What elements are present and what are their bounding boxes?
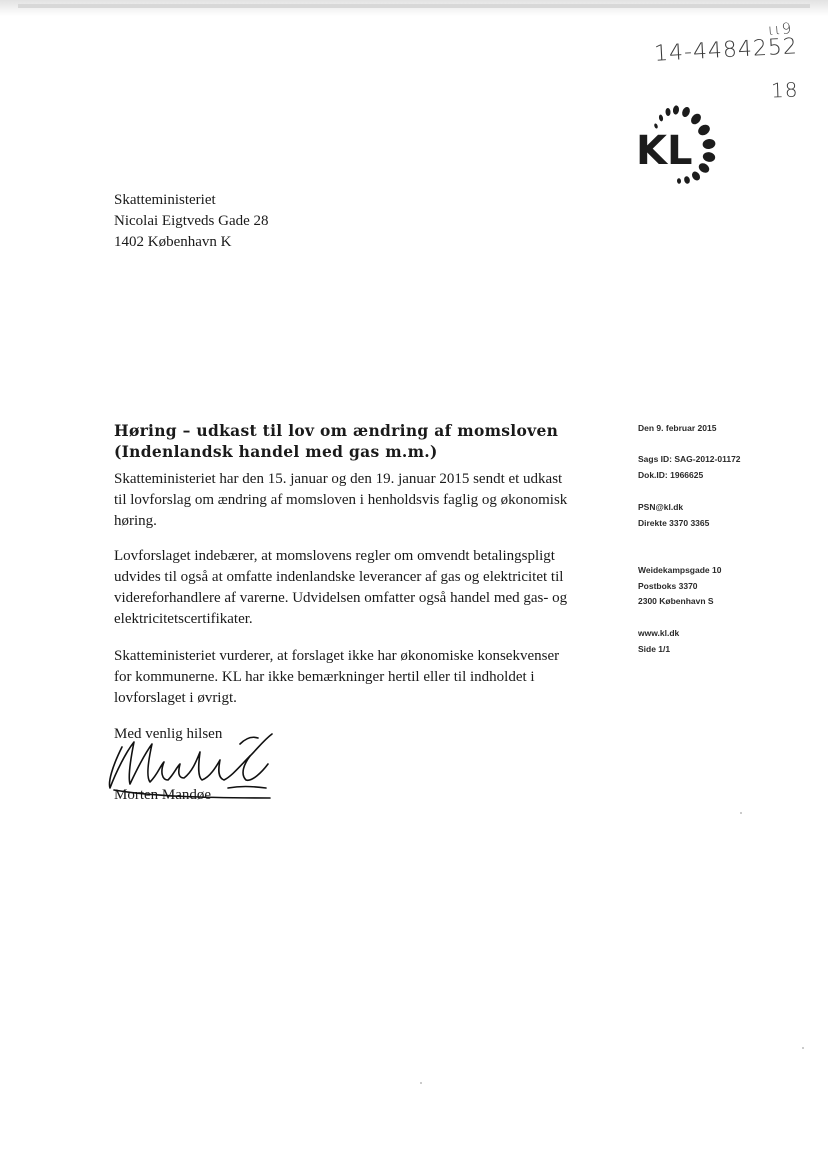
recipient-street: Nicolai Eigtveds Gade 28 [114, 213, 269, 229]
paragraph-line: for kommunerne. KL har ikke bemærkninger hertil eller til indholdet i [114, 669, 535, 685]
paragraph-line: høring. [114, 513, 157, 529]
sidebar-contact [638, 500, 709, 531]
paragraph-line: udvides til også at omfatte indenlandske leverancer af gas og elektricitet til [114, 569, 564, 585]
handwritten-page-number: 18 [770, 77, 799, 103]
sender-city: 2300 København S [638, 596, 714, 606]
sidebar-date [638, 421, 716, 437]
handwritten-top-note: ιι9 [767, 19, 793, 39]
handwritten-case-number: 14-4484252 [653, 34, 799, 67]
scan-speck [740, 812, 742, 814]
page-indicator: Side 1/1 [638, 643, 671, 654]
handwritten-signature [100, 722, 290, 812]
paragraph-line: elektricitetscertifikater. [114, 611, 253, 627]
kl-logo [630, 100, 730, 190]
sender-pobox: Postboks 3370 [638, 580, 698, 591]
paragraph-line: lovforslaget i øvrigt. [114, 690, 237, 706]
sidebar-web [638, 626, 679, 657]
paragraph-line: til lovforslag om ændring af momsloven i henholdsvis faglig og økonomisk [114, 492, 568, 508]
website: www.kl.dk [638, 628, 680, 638]
scan-edge-line [18, 4, 810, 8]
document-id: Dok.ID: 1966625 [638, 469, 704, 480]
paragraph-line: Skatteministeriet vurderer, at forslaget ikke har økonomiske konsekvenser [114, 648, 560, 664]
letter-date: Den 9. februar 2015 [638, 423, 717, 433]
paragraph-line: videreforhandlere af varerne. Udvidelsen omfatter også handel med gas- og [114, 590, 568, 606]
contact-email: PSN@kl.dk [638, 502, 684, 512]
recipient-city: 1402 København K [114, 234, 232, 250]
paragraph-3 [114, 646, 604, 709]
sender-street: Weidekampsgade 10 [638, 565, 722, 575]
logo-text: KL [636, 128, 693, 174]
letter-title [114, 420, 594, 462]
scan-edge [0, 0, 828, 16]
contact-phone: Direkte 3370 3365 [638, 517, 710, 528]
recipient-name: Skatteministeriet [114, 192, 216, 208]
sidebar-case-info [638, 452, 741, 483]
scan-speck [420, 1082, 422, 1084]
signer-name: Morten Mandøe [114, 787, 212, 803]
case-id: Sags ID: SAG-2012-01172 [638, 454, 741, 464]
paragraph-line: Skatteministeriet har den 15. januar og den 19. januar 2015 sendt et udkast [114, 471, 563, 487]
scan-speck [802, 1047, 804, 1049]
letter-title-line-2: (Indenlandsk handel med gas m.m.) [114, 442, 438, 461]
letter-title-line-1: Høring – udkast til lov om ændring af momsloven [114, 421, 559, 440]
paragraph-2 [114, 546, 604, 630]
recipient-address [114, 190, 269, 253]
closing-phrase: Med venlig hilsen [114, 726, 223, 742]
paragraph-1 [114, 469, 604, 532]
sidebar-sender-address [638, 563, 721, 610]
paragraph-line: Lovforslaget indebærer, at momslovens regler om omvendt betalingspligt [114, 548, 555, 564]
